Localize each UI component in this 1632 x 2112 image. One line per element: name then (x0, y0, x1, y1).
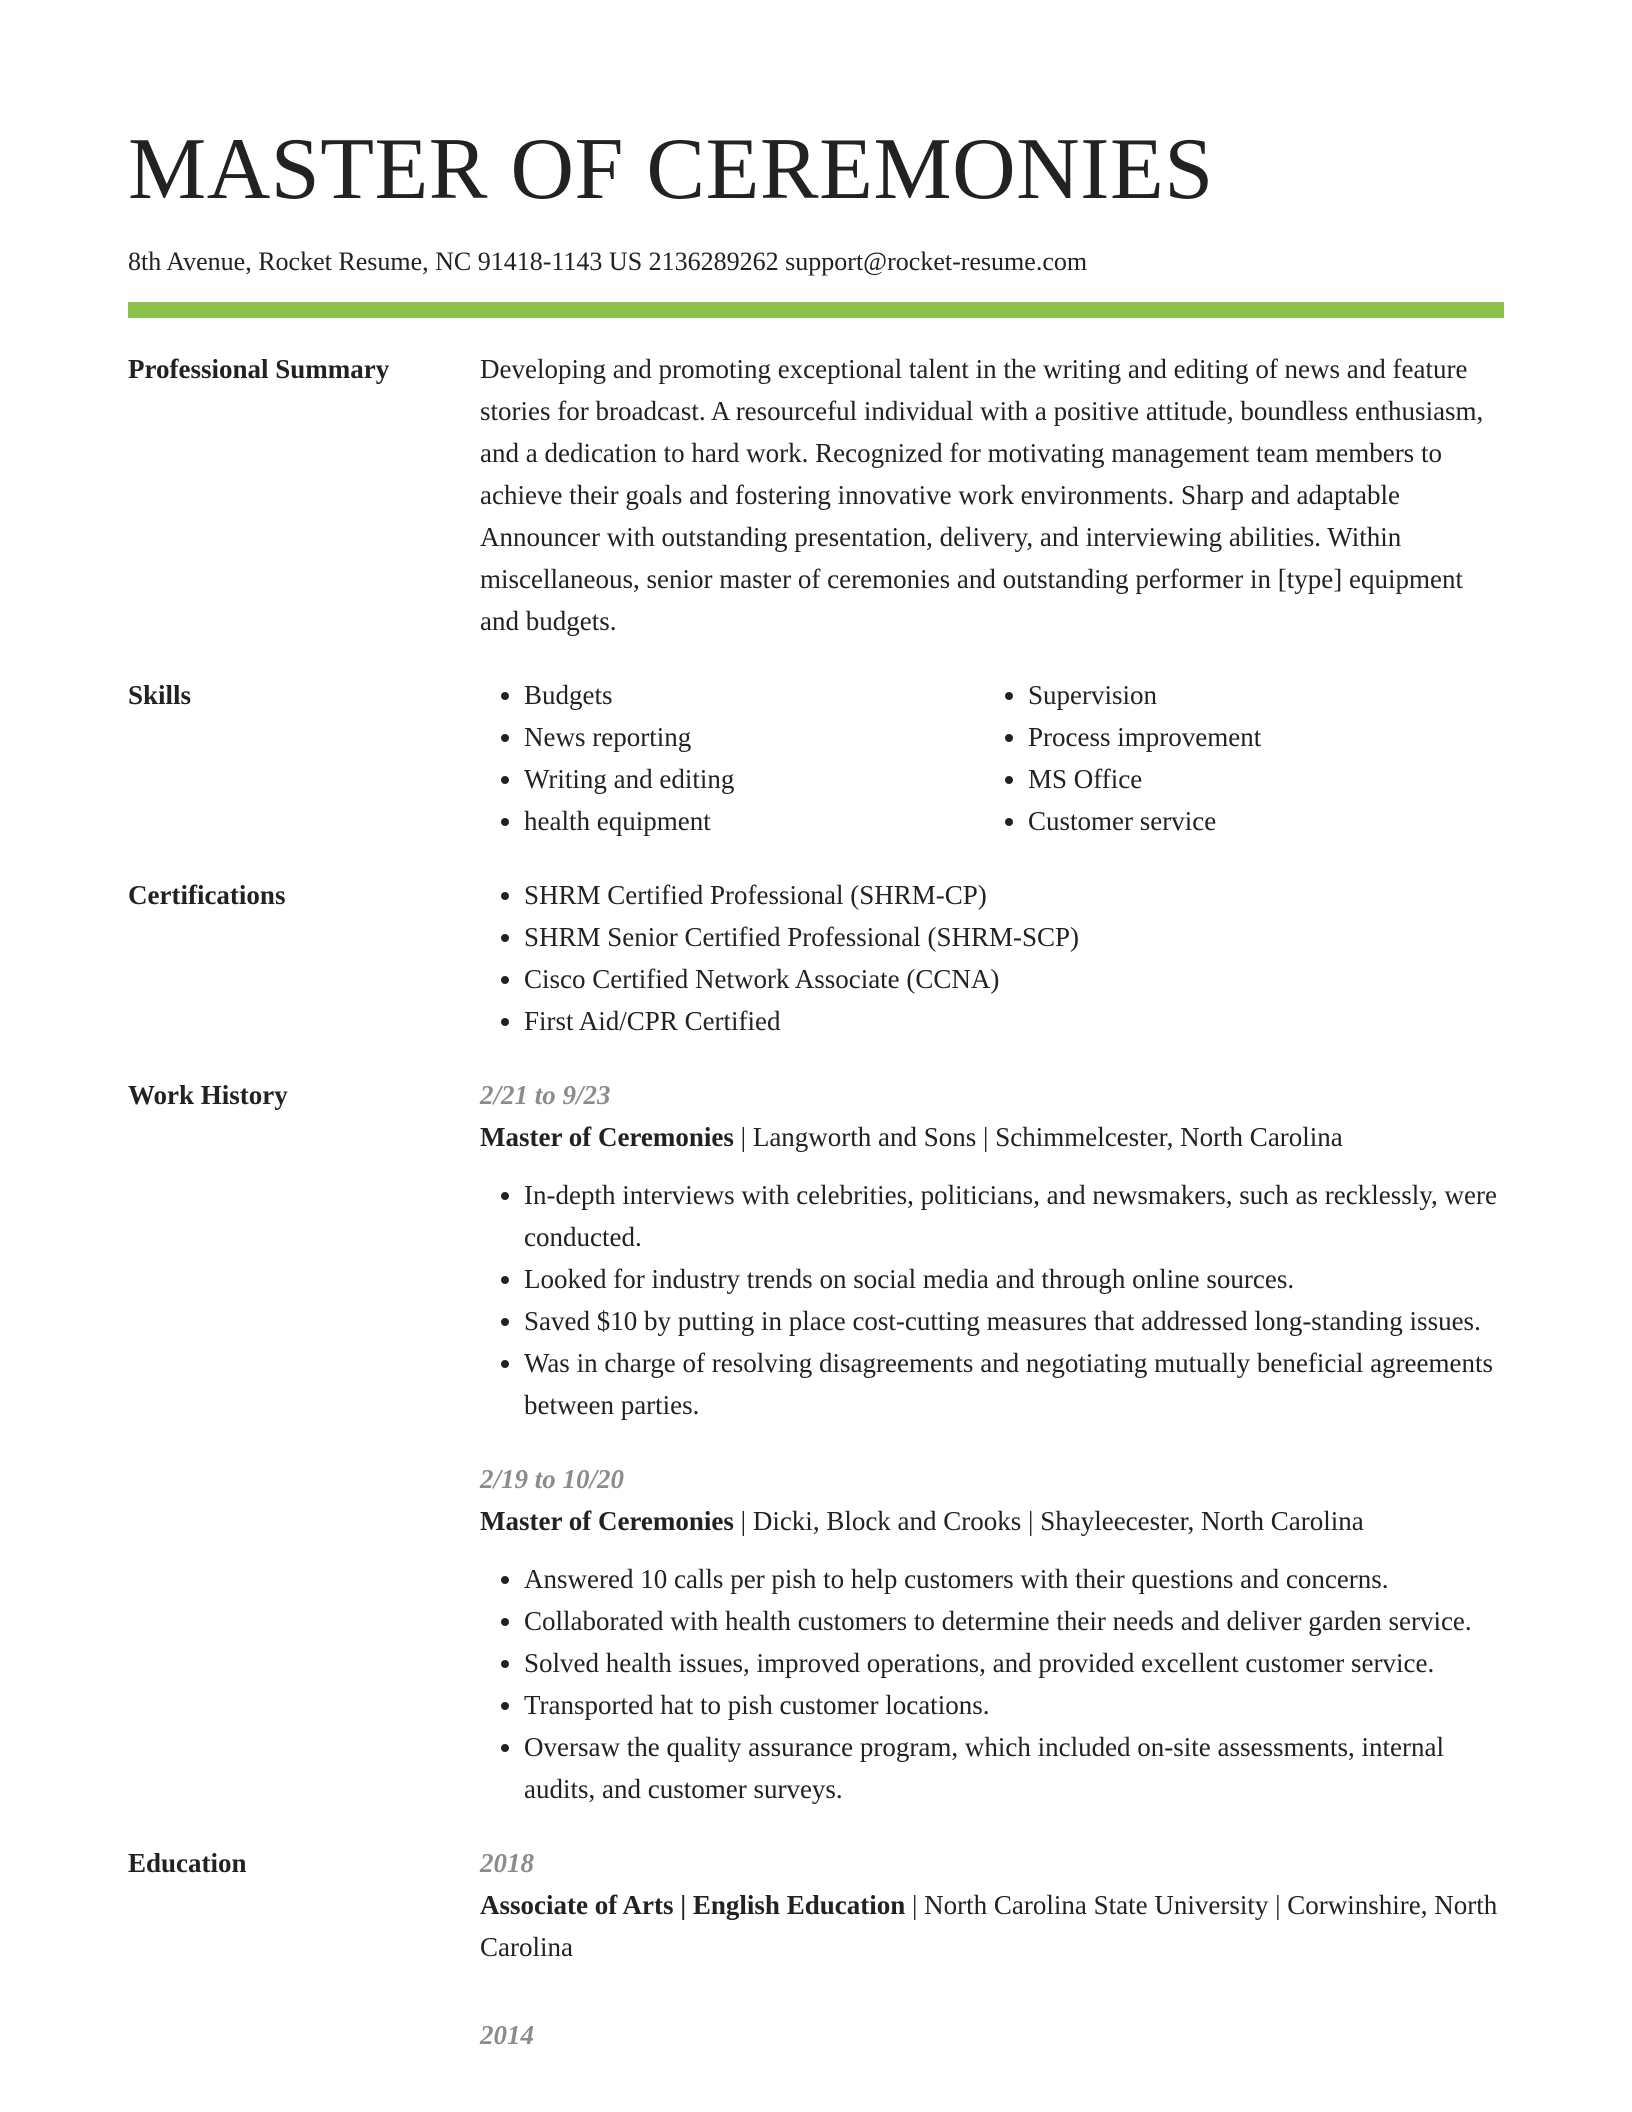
job-employer: | Langworth and Sons | Schimmelcester, North Carolina (733, 1122, 1343, 1152)
education-section (128, 1842, 1504, 2056)
skill-item: • News reporting (524, 716, 984, 758)
certification-item: • First Aid/CPR Certified (524, 1000, 1504, 1042)
resume-body (128, 348, 1504, 2056)
job-bullet: • Transported hat to pish customer locations. (524, 1684, 1504, 1726)
resume-header (128, 122, 1504, 318)
education-entry (480, 1842, 1504, 1968)
job-title-line (480, 1116, 1504, 1158)
job-bullet: • Was in charge of resolving disagreements and negotiating mutually beneficial agreements between parties. (524, 1342, 1504, 1426)
work-history-section (128, 1074, 1504, 1810)
job-bullet: • Collaborated with health customers to determine their needs and deliver garden service. (524, 1600, 1504, 1642)
skill-item: • Supervision (1028, 674, 1548, 716)
summary-heading: Professional Summary (128, 354, 390, 384)
job-title: Master of Ceremonies (480, 1122, 734, 1152)
certifications-heading: Certifications (128, 880, 286, 910)
job-bullet: • Oversaw the quality assurance program, which included on-site assessments, internal audits, and customer surveys. (524, 1726, 1504, 1810)
certification-item: • SHRM Senior Certified Professional (SHRM-SCP) (524, 916, 1504, 958)
candidate-name: MASTER OF CEREMONIES (128, 121, 1214, 218)
work-history-heading: Work History (128, 1080, 288, 1110)
job-bullets (480, 1558, 1504, 1810)
skill-item: • Customer service (1028, 800, 1548, 842)
job-bullet: • Solved health issues, improved operations, and provided excellent customer service. (524, 1642, 1504, 1684)
education-degree: Associate of Arts | English Education (480, 1890, 906, 1920)
job-bullet: • Answered 10 calls per pish to help customers with their questions and concerns. (524, 1558, 1504, 1600)
job-entry (480, 1074, 1504, 1426)
skills-list-right (984, 674, 1548, 842)
job-dates: 2/19 to 10/20 (480, 1464, 625, 1494)
education-degree-line (480, 1884, 1504, 1968)
job-bullets (480, 1174, 1504, 1426)
skills-section (128, 674, 1504, 842)
summary-text: Developing and promoting exceptional talent in the writing and editing of news and feature stories for broadcast. A resourceful individual with a positive attitude, boundless enthusiasm, and a dedication to hard work. Recognized for motivating management team members to achieve their goals and fostering innovative work environments. Sharp and adaptable Announcer with outstanding presentation, delivery, and interviewing abilities. Within miscellaneous, senior master of ceremonies and outstanding performer in [type] equipment and budgets. (480, 354, 1484, 636)
certifications-section (128, 874, 1504, 1042)
job-dates: 2/21 to 9/23 (480, 1080, 611, 1110)
job-entry (480, 1458, 1504, 1810)
skill-item: • Process improvement (1028, 716, 1548, 758)
education-entry (480, 2014, 1504, 2056)
job-employer: | Dicki, Block and Crooks | Shayleecester, North Carolina (733, 1506, 1364, 1536)
skills-list-left (480, 674, 984, 842)
education-year: 2014 (480, 2020, 534, 2050)
job-bullet: • Looked for industry trends on social media and through online sources. (524, 1258, 1504, 1300)
certification-item: • SHRM Certified Professional (SHRM-CP) (524, 874, 1504, 916)
contact-info: 8th Avenue, Rocket Resume, NC 91418-1143 US 2136289262 support@rocket-resume.com (128, 247, 1088, 276)
certification-item: • Cisco Certified Network Associate (CCNA) (524, 958, 1504, 1000)
skill-item: • Budgets (524, 674, 984, 716)
skill-item: • MS Office (1028, 758, 1548, 800)
skill-item: • Writing and editing (524, 758, 984, 800)
education-school: | North Carolina State University | Corwinshire, North Carolina (480, 1890, 1498, 1962)
job-title: Master of Ceremonies (480, 1506, 734, 1536)
education-year: 2018 (480, 1848, 534, 1878)
job-title-line (480, 1500, 1504, 1542)
education-heading: Education (128, 1848, 247, 1878)
summary-section (128, 348, 1504, 642)
skill-item: • health equipment (524, 800, 984, 842)
job-bullet: • In-depth interviews with celebrities, politicians, and newsmakers, such as recklessly, were conducted. (524, 1174, 1504, 1258)
job-bullet: • Saved $10 by putting in place cost-cutting measures that addressed long-standing issues. (524, 1300, 1504, 1342)
certifications-list (480, 874, 1504, 1042)
skills-heading: Skills (128, 680, 192, 710)
accent-divider (128, 302, 1504, 318)
